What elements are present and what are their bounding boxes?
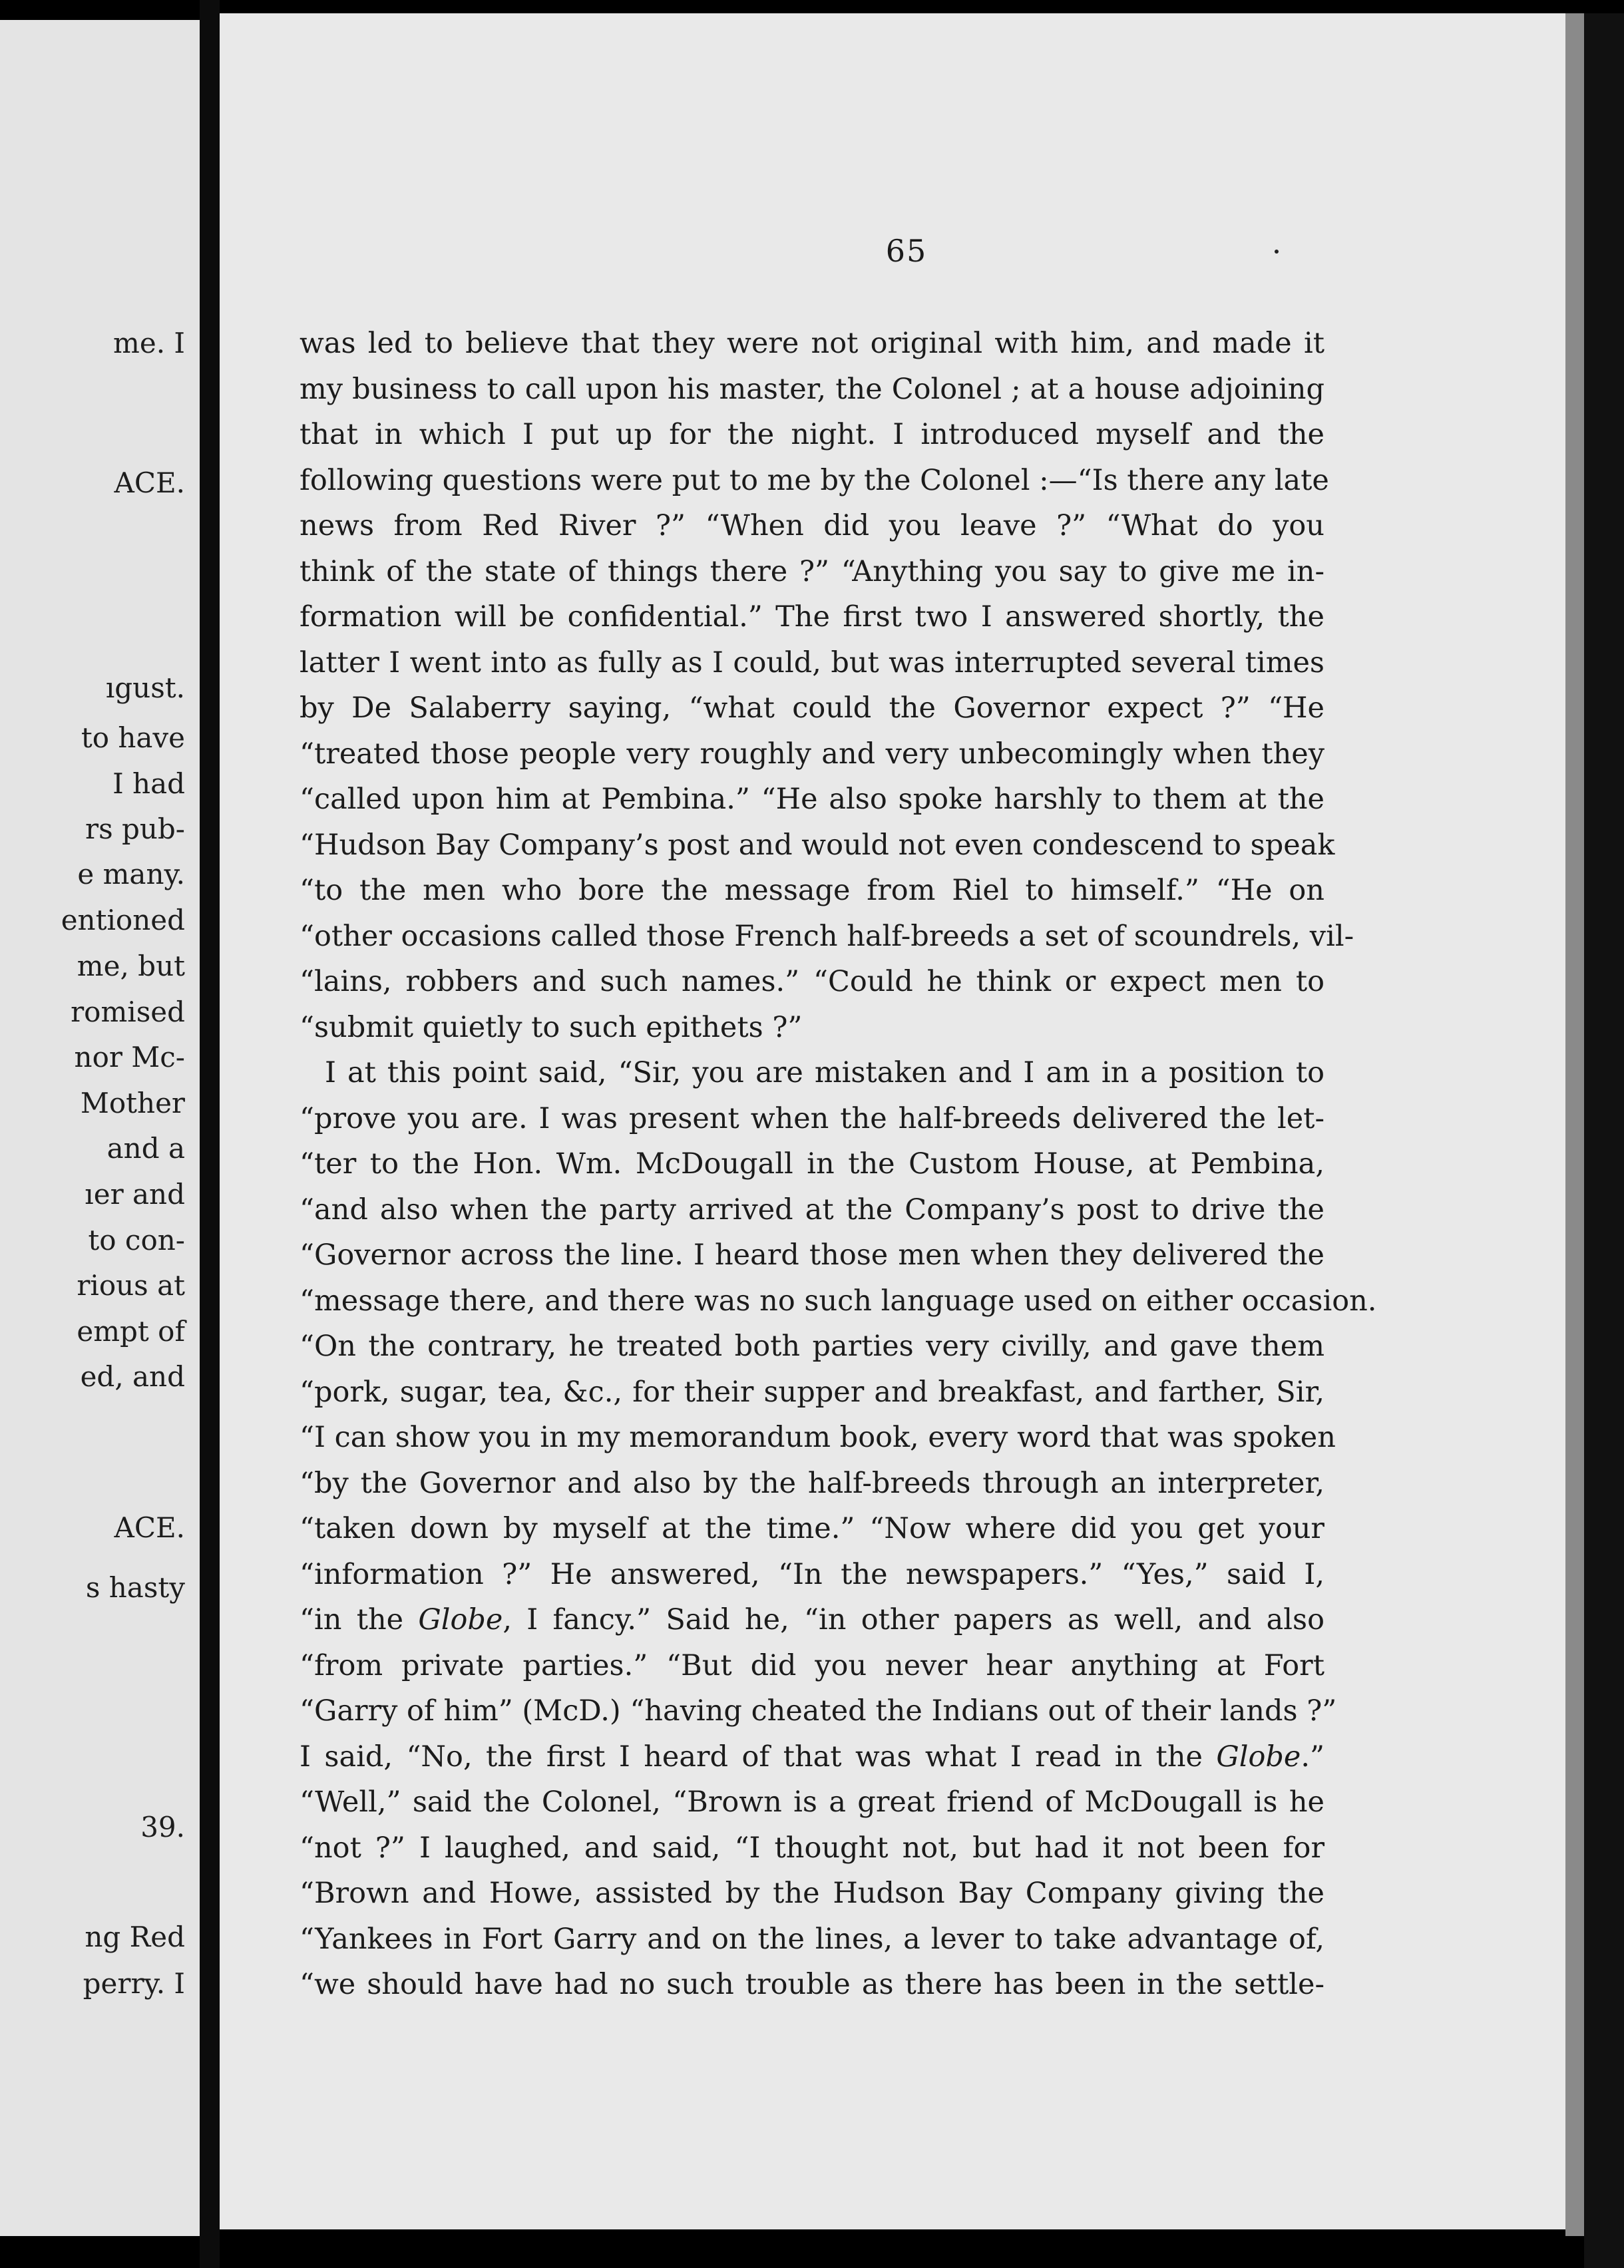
facing-page-line: ıer and (85, 1178, 185, 1211)
facing-page-line: s hasty (85, 1571, 185, 1604)
text-line: “On the contrary, he treated both parties very civilly, and gave them (300, 1330, 1324, 1363)
text-line: following questions were put to me by the Colonel :—“Is there any late (300, 463, 1329, 497)
text-line: “from private parties.” “But did you never hear anything at Fort (300, 1648, 1324, 1682)
text-line: by De Salaberry saying, “what could the Governor expect ?” “He (300, 691, 1324, 725)
text-line: think of the state of things there ?” “Anything you say to give me in- (300, 554, 1324, 588)
book-gutter (200, 0, 220, 2268)
text-line: “information ?” He answered, “In the newspapers.” “Yes,” said I, (300, 1557, 1324, 1591)
text-line: “in the Globe, I fancy.” Said he, “in other papers as well, and also (300, 1603, 1324, 1636)
text-line: “I can show you in my memorandum book, every word that was spoken (300, 1421, 1336, 1454)
text-line: “not ?” I laughed, and said, “I thought not, but had it not been for (300, 1831, 1324, 1865)
text-line: “taken down by myself at the time.” “Now where did you get your (300, 1512, 1324, 1545)
facing-page-line: nor Mc- (74, 1041, 185, 1073)
text-line: “called upon him at Pembina.” “He also spoke harshly to them at the (300, 783, 1324, 816)
text-line: formation will be confidential.” The first two I answered shortly, the (300, 600, 1324, 634)
text-line: “other occasions called those French half-breeds a set of scoundrels, vil- (300, 919, 1354, 953)
text-line: news from Red River ?” “When did you leave ?” “What do you (300, 509, 1324, 542)
book-page (220, 13, 1584, 2229)
text-line: “Well,” said the Colonel, “Brown is a great friend of McDougall is he (300, 1786, 1324, 1819)
facing-page-line: and a (106, 1132, 185, 1165)
text-line: “by the Governor and also by the half-breeds through an interpreter, (300, 1466, 1324, 1500)
facing-page-line: ed, and (80, 1360, 185, 1393)
newspaper-title: Globe (1216, 1740, 1301, 1774)
paragraph-end-line: “submit quietly to such epithets ?” (300, 1010, 803, 1044)
text-line: “Hudson Bay Company’s post and would not even condescend to speak (300, 828, 1335, 862)
facing-page-line: me. I (113, 327, 185, 359)
facing-page-line: to have (81, 721, 185, 754)
text-line: “to the men who bore the message from Riel to himself.” “He on (300, 874, 1324, 907)
text-line: “we should have had no such trouble as there has been in the settle- (300, 1968, 1324, 2001)
text-line: “Governor across the line. I heard those men when they delivered the (300, 1238, 1324, 1272)
facing-page-line: entioned (61, 904, 185, 936)
facing-page-fragment (0, 20, 200, 2236)
text-line: “message there, and there was no such language used on either occasion. (300, 1284, 1377, 1318)
facing-page-line: 39. (140, 1811, 185, 1843)
facing-page-line: ACE. (114, 1511, 185, 1544)
text-line: “Brown and Howe, assisted by the Hudson Bay Company giving the (300, 1877, 1324, 1910)
facing-page-line: me, but (77, 950, 185, 982)
facing-page-line: romised (71, 996, 185, 1028)
facing-page-line: perry. I (83, 1967, 185, 2000)
text-line: “and also when the party arrived at the Company’s post to drive the (300, 1193, 1324, 1227)
facing-page-line: ACE. (114, 467, 185, 499)
text-line: “ter to the Hon. Wm. McDougall in the Custom House, at Pembina, (300, 1147, 1324, 1181)
facing-page-line: ıgust. (105, 671, 185, 704)
text-line: was led to believe that they were not original with him, and made it (300, 327, 1324, 360)
newspaper-title: Globe (418, 1603, 503, 1636)
text-line: my business to call upon his master, the Colonel ; at a house adjoining (300, 372, 1324, 406)
text-line: “treated those people very roughly and very unbecomingly when they (300, 737, 1324, 771)
page-number: 65 (885, 233, 928, 269)
facing-page-line: empt of (77, 1315, 185, 1348)
facing-page-line: Mother (80, 1087, 185, 1119)
text-line: “lains, robbers and such names.” “Could he think or expect men to (300, 965, 1324, 998)
facing-page-line: to con- (88, 1224, 185, 1256)
facing-page-line: I had (112, 767, 185, 800)
page-edge (1565, 13, 1584, 2236)
paragraph-start-line: I at this point said, “Sir, you are mistaken and I am in a position to (325, 1056, 1324, 1089)
facing-page-line: rs pub- (85, 813, 185, 845)
text-line: that in which I put up for the night. I introduced myself and the (300, 418, 1324, 451)
text-line: “Garry of him” (McD.) “having cheated the Indians out of their lands ?” (300, 1694, 1337, 1728)
facing-page-line: e many. (77, 858, 185, 890)
facing-page-line: ng Red (85, 1921, 185, 1953)
text-line: latter I went into as fully as I could, but was interrupted several times (300, 646, 1324, 679)
ink-speck (1275, 250, 1279, 254)
scan-border (1584, 13, 1624, 2268)
text-line: “pork, sugar, tea, &c., for their supper and breakfast, and farther, Sir, (300, 1375, 1324, 1409)
facing-page-line: rious at (77, 1269, 185, 1302)
text-line: I said, “No, the first I heard of that was what I read in the Globe.” (300, 1740, 1324, 1774)
text-line: “Yankees in Fort Garry and on the lines, a lever to take advantage of, (300, 1922, 1324, 1956)
body-text (300, 321, 1377, 2008)
text-line: “prove you are. I was present when the half-breeds delivered the let- (300, 1101, 1324, 1135)
